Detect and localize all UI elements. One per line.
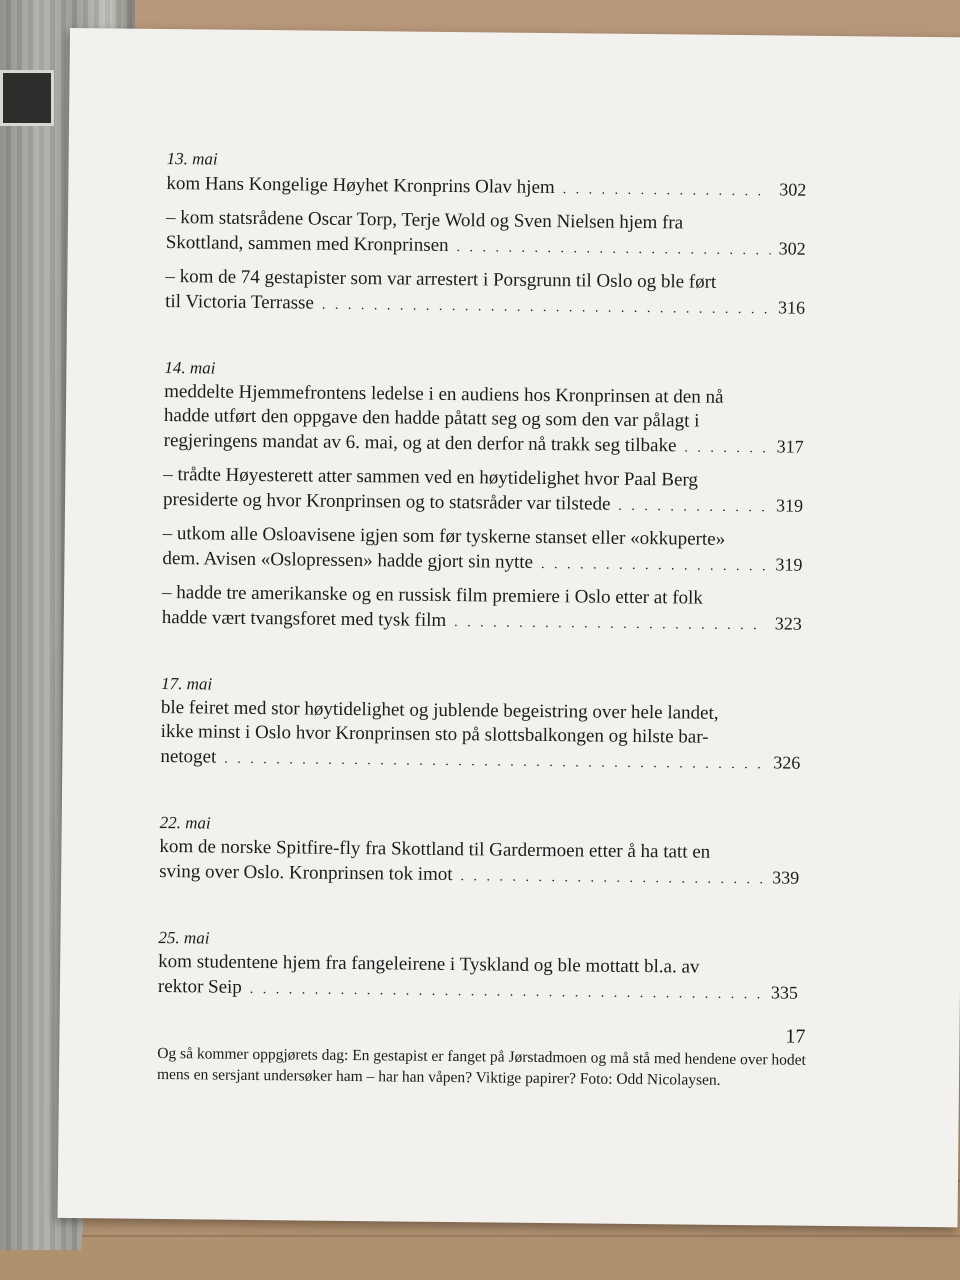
event-item: [164, 380, 805, 462]
entry-date: 17. mai: [161, 673, 213, 694]
event-text-line: ikke minst i Oslo hvor Kronprinsen sto på slottsbalkongen og hilste bar-: [160, 720, 709, 748]
dot-leader: [563, 178, 772, 204]
page-reference: 326: [773, 752, 801, 773]
date-entry: [165, 149, 807, 323]
event-text-line: netoget: [160, 745, 217, 768]
event-text-line: hadde vært tvangsforet med tysk film: [161, 606, 447, 631]
event-text-line: sving over Oslo. Kronprinsen tok imot: [159, 860, 453, 886]
dot-leader: [460, 865, 764, 892]
page-reference: 302: [778, 238, 806, 259]
event-text-line: presiderte og hvor Kronprinsen og to statsråder var tilstede: [162, 489, 611, 515]
book-page: [58, 28, 960, 1227]
event-text-line: meddelte Hjemmefrontens ledelse i en audiens hos Kronprinsen at den nå: [164, 381, 724, 408]
page-number: 17: [785, 1025, 806, 1048]
event-text-line: – hadde tre amerikanske og en russisk film premiere i Oslo etter at folk: [161, 581, 703, 609]
event-item: [158, 950, 798, 1008]
photo-bracket: [0, 70, 54, 126]
event-item: [166, 206, 806, 264]
page-reference: 323: [774, 613, 802, 634]
date-entry: [160, 674, 801, 778]
photo-caption: Og så kommer oppgjørets dag: En gestapist er fanget på Jørstadmoen og må stå med hendene over hodet mens en sersjant undersøker ham – har han våpen? Viktige papirer? Foto: Odd Nicolaysen.: [156, 1044, 806, 1089]
event-text-line: kom studentene hjem fra fangeleirene i Tyskland og ble mottatt bl.a. av: [158, 950, 700, 978]
event-text-line: kom de norske Spitfire-fly fra Skottland til Gardermoen etter å ha tatt en: [159, 835, 711, 863]
page-reference: 339: [772, 867, 800, 888]
page-reference: 302: [779, 179, 807, 200]
dot-leader: [618, 495, 768, 521]
event-text-line: ble feiret med stor høytidelighet og jublende begeistring over hele landet,: [160, 696, 719, 724]
entry-date: 14. mai: [164, 358, 216, 378]
page-reference: 317: [776, 436, 804, 457]
dot-leader: [224, 748, 765, 778]
page-reference: 335: [770, 982, 799, 1003]
entry-date: 13. mai: [166, 149, 218, 169]
event-text-line: kom Hans Kongelige Høyhet Kronprins Olav hjem: [166, 173, 555, 199]
dot-leader: [684, 436, 768, 461]
page-reference: 319: [775, 554, 803, 575]
dot-leader: [322, 294, 770, 323]
page-reference: 319: [775, 495, 804, 516]
event-text-line: Skottland, sammen med Kronprinsen: [165, 232, 449, 256]
chronology-list: [157, 149, 807, 1092]
wood-grain: [0, 1235, 960, 1237]
dot-leader: [456, 236, 770, 263]
event-item: [162, 581, 802, 639]
event-text-line: rektor Seip: [157, 975, 242, 998]
event-text-line: hadde utført den oppgave den hadde påtatt seg og som den var pålagt i: [163, 405, 700, 432]
event-text-line: til Victoria Terrasse: [165, 291, 315, 314]
event-item: [165, 265, 805, 323]
event-item: [159, 835, 799, 893]
event-text-line: – utkom alle Osloavisene igjen som før tyskerne stanset eller «okkuperte»: [162, 522, 726, 550]
event-item: [160, 696, 801, 778]
date-entry: [159, 813, 800, 893]
dot-leader: [541, 553, 768, 579]
dot-leader: [250, 978, 763, 1007]
entry-date: 25. mai: [158, 927, 210, 948]
event-text-line: regjeringens mandat av 6. mai, og at den derfor nå trakk seg tilbake: [163, 430, 677, 457]
event-item: [166, 171, 806, 205]
event-text-line: – kom statsrådene Oscar Torp, Terje Wold og Sven Nielsen hjem fra: [165, 207, 684, 234]
dot-leader: [454, 611, 767, 638]
event-text-line: – kom de 74 gestapister som var arrestert i Porsgrunn til Oslo og ble ført: [165, 266, 717, 293]
date-entry: [158, 928, 799, 1008]
event-text-line: dem. Avisen «Oslopressen» hadde gjort sin nytte: [162, 547, 534, 573]
entry-date: 22. mai: [159, 812, 211, 833]
event-item: [162, 522, 802, 580]
date-entry: [162, 358, 805, 639]
page-reference: 316: [778, 297, 806, 318]
event-text-line: – trådte Høyesterett atter sammen ved en høytidelighet hvor Paal Berg: [163, 464, 699, 491]
event-item: [163, 463, 803, 521]
